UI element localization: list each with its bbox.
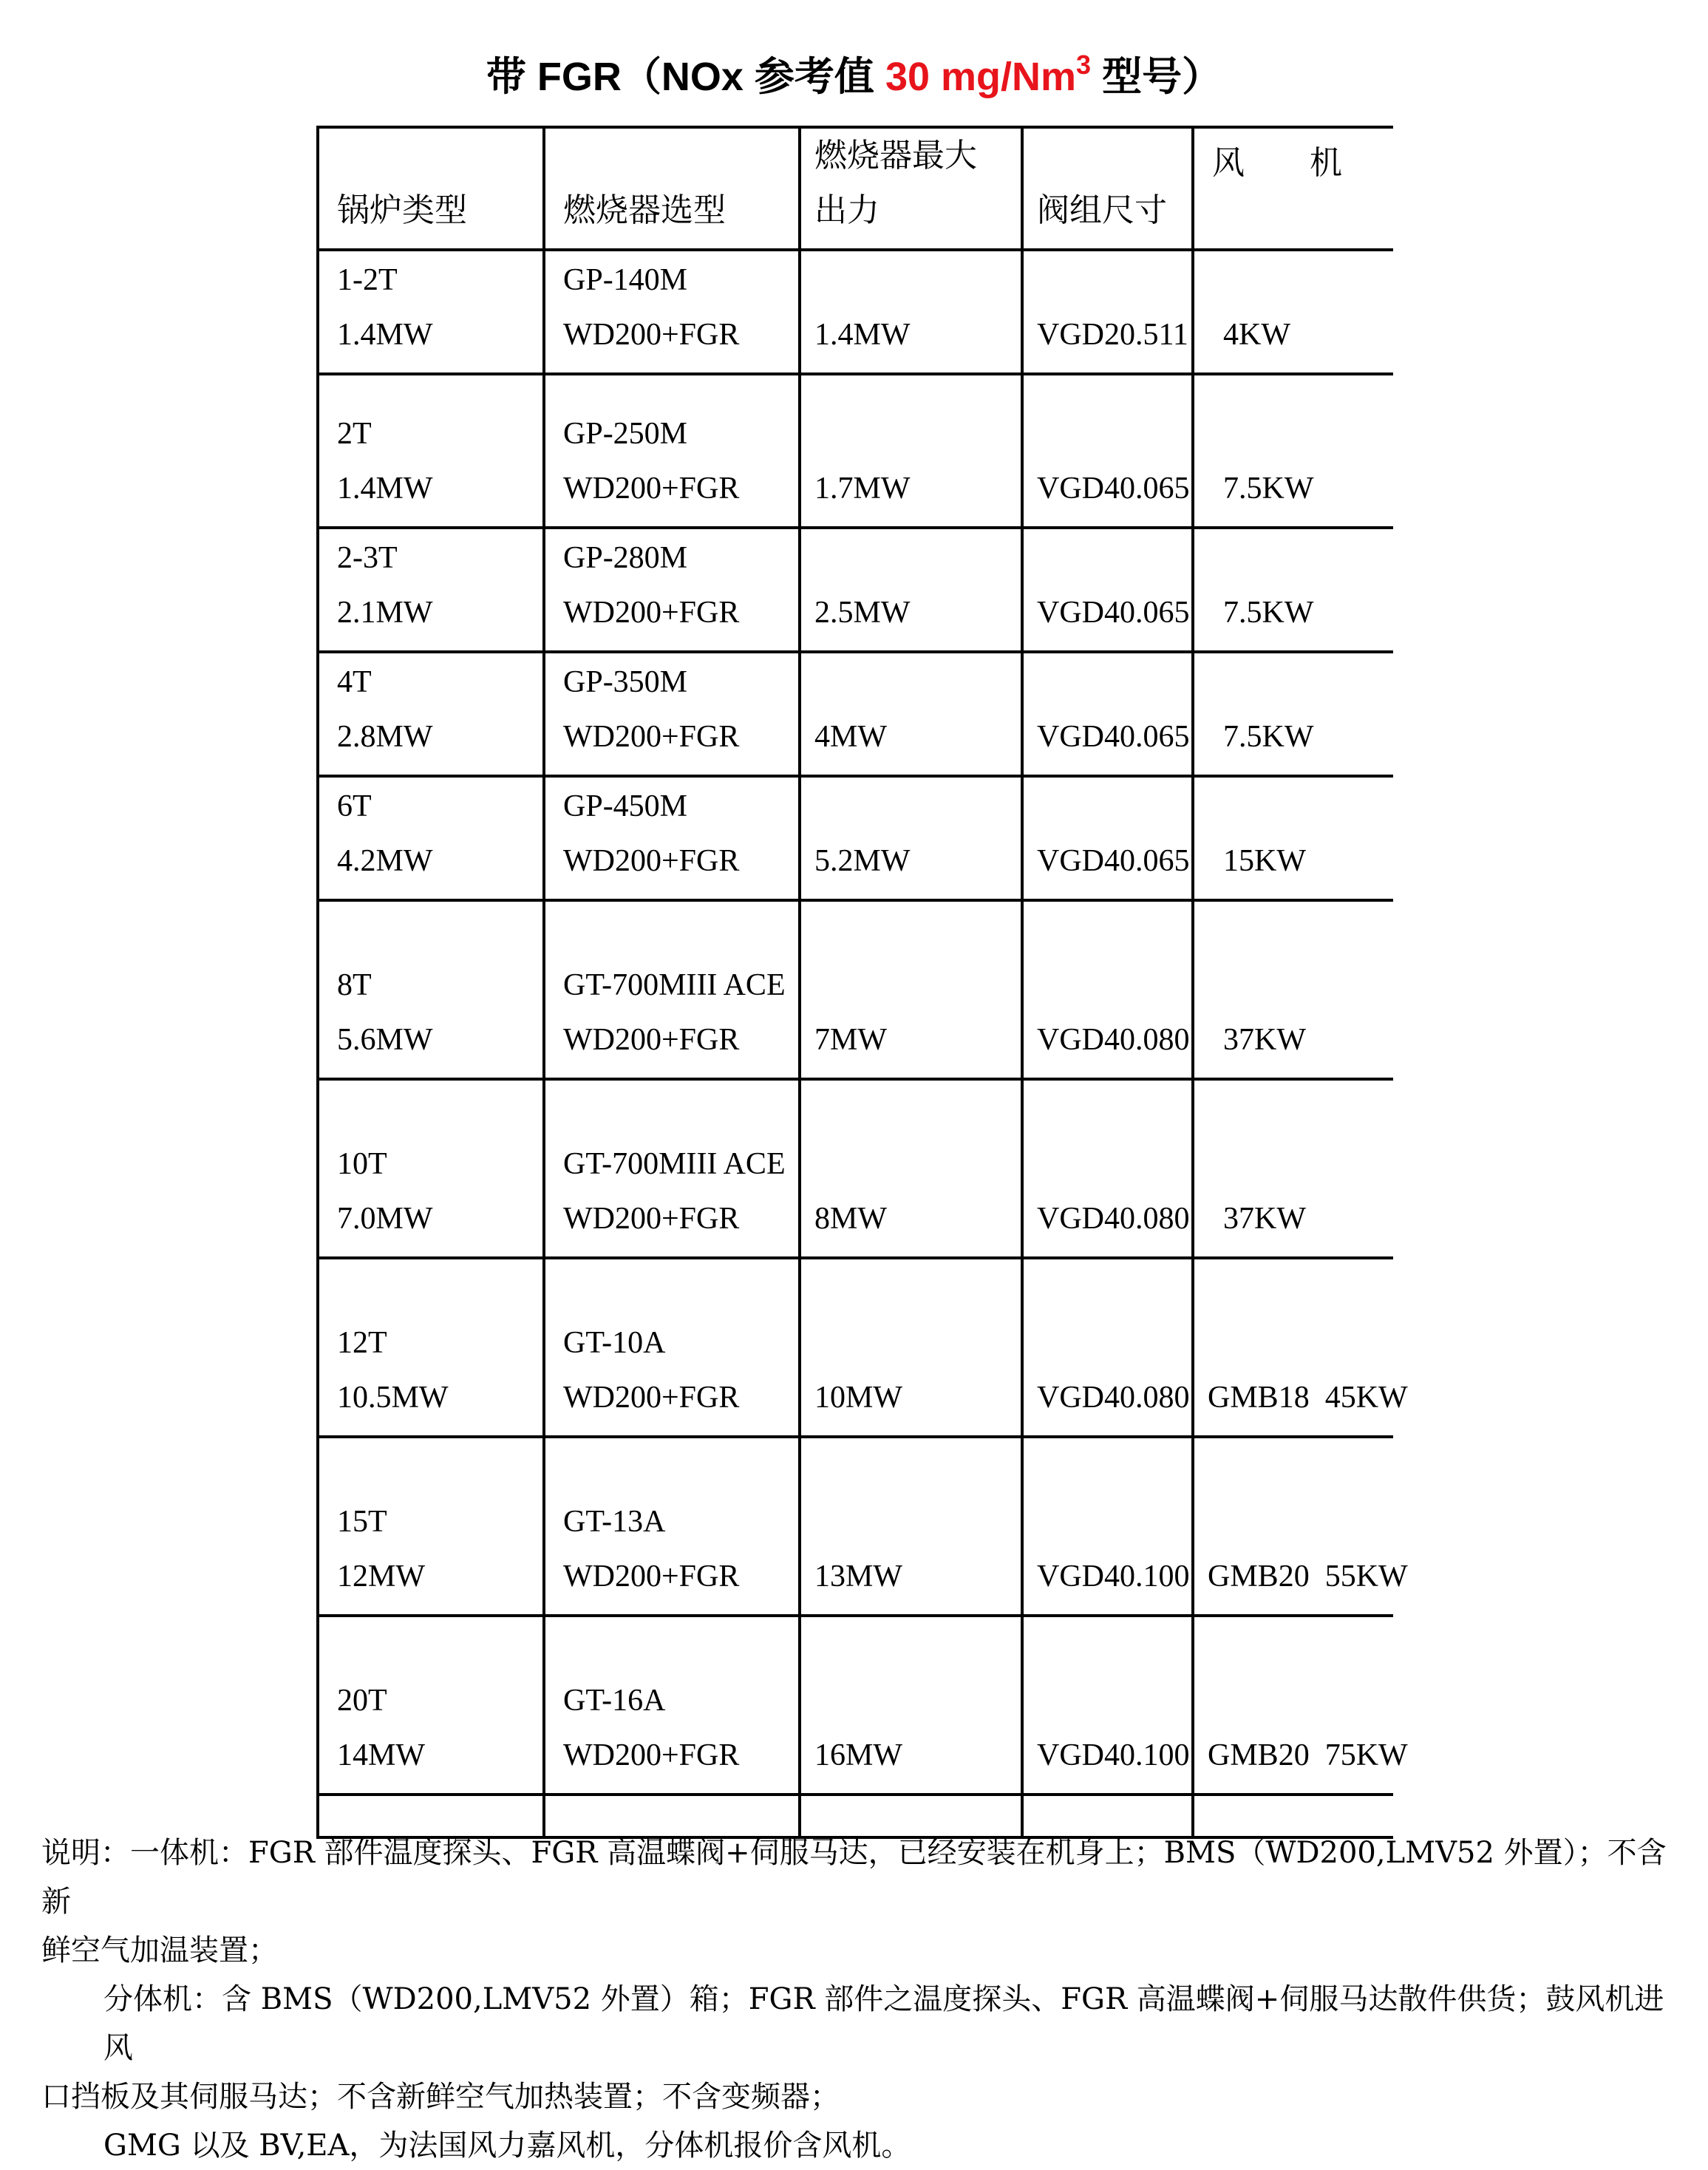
cell-burner-model [544, 528, 800, 652]
valve-size: VGD40.080 [1037, 1023, 1190, 1057]
burner-control: WD200+FGR [563, 596, 740, 630]
cell-burner-model [544, 900, 800, 1079]
boiler-t: 2T [337, 417, 372, 451]
cell-max-output [800, 250, 1022, 374]
fan-power: 45KW [1324, 1381, 1408, 1415]
table-row [318, 528, 1393, 652]
max-output: 1.4MW [814, 318, 911, 352]
boiler-mw: 2.1MW [337, 596, 433, 630]
burner-control: WD200+FGR [563, 318, 740, 352]
cell-max-output [800, 1616, 1022, 1795]
valve-size: VGD40.080 [1037, 1381, 1190, 1415]
cell-valve-size [1022, 250, 1193, 374]
max-output: 10MW [814, 1381, 902, 1415]
max-output: 5.2MW [814, 844, 911, 878]
header-burner-model: 燃烧器选型 [544, 127, 800, 250]
note-line-1: 说明：一体机：FGR 部件温度探头、FGR 高温蝶阀+伺服马达，已经安装在机身上；BMS（WD200,LMV52 外置）；不含新 [41, 1836, 1667, 1919]
max-output: 8MW [814, 1202, 887, 1236]
fan-line [1208, 834, 1393, 888]
burner-control: WD200+FGR [563, 1381, 740, 1415]
title-superscript: 3 [1076, 50, 1092, 80]
fan-power: 55KW [1324, 1560, 1408, 1594]
fan-line [1208, 461, 1393, 516]
cell-burner-model [544, 776, 800, 900]
fan-power: 75KW [1324, 1738, 1408, 1772]
valve-size: VGD40.100 [1037, 1560, 1190, 1594]
burner-model: GT-700MIII ACE [563, 1147, 786, 1181]
title-prefix: 带 FGR（NOx 参考值 [486, 55, 885, 99]
cell-boiler-type [318, 1258, 544, 1437]
burner-control: WD200+FGR [563, 472, 740, 506]
cell-max-output [800, 652, 1022, 776]
boiler-t: 4T [337, 665, 372, 699]
cell-fan [1193, 374, 1393, 528]
fan-power: 7.5KW [1223, 472, 1314, 506]
note-line-5: GMG 以及 BV,EA，为法国风力嘉风机，分体机报价含风机。 [103, 2129, 911, 2163]
header-max-output-line2: 出力 [814, 191, 879, 229]
cell-burner-model [544, 652, 800, 776]
table-row [318, 1079, 1393, 1258]
fan-power: 37KW [1223, 1023, 1306, 1057]
cell-valve-size [1022, 1079, 1193, 1258]
cell-max-output [800, 374, 1022, 528]
valve-size: VGD40.065 [1037, 720, 1190, 754]
fan-model: GMB20 [1208, 1738, 1310, 1772]
cell-burner-model [544, 1616, 800, 1795]
cell-max-output [800, 776, 1022, 900]
burner-model: GP-450M [563, 789, 688, 823]
cell-burner-model [544, 1437, 800, 1616]
boiler-t: 20T [337, 1684, 387, 1718]
boiler-t: 6T [337, 789, 372, 823]
cell-boiler-type [318, 900, 544, 1079]
burner-model: GT-10A [563, 1326, 666, 1360]
cell-boiler-type [318, 374, 544, 528]
burner-control: WD200+FGR [563, 1023, 740, 1057]
table-row [318, 374, 1393, 528]
fan-line [1208, 1370, 1408, 1425]
fan-line [1208, 585, 1393, 640]
cell-fan [1193, 1616, 1408, 1795]
boiler-mw: 2.8MW [337, 720, 433, 754]
boiler-t: 2-3T [337, 541, 398, 575]
fan-line [1208, 1549, 1408, 1604]
cell-burner-model [544, 250, 800, 374]
fan-line [1208, 307, 1393, 362]
cell-valve-size [1022, 900, 1193, 1079]
burner-control: WD200+FGR [563, 1738, 740, 1772]
table-row [318, 1437, 1393, 1616]
boiler-mw: 14MW [337, 1738, 425, 1772]
fan-power: 15KW [1223, 844, 1306, 878]
page-title [0, 35, 1708, 106]
boiler-mw: 1.4MW [337, 472, 433, 506]
boiler-t: 8T [337, 968, 372, 1002]
cell-fan [1193, 1079, 1393, 1258]
cell-max-output [800, 1079, 1022, 1258]
fan-model: GMB18 [1208, 1381, 1310, 1415]
cell-burner-model [544, 1258, 800, 1437]
cell-fan [1193, 528, 1393, 652]
burner-model: GT-700MIII ACE [563, 968, 786, 1002]
fan-power: 4KW [1223, 318, 1290, 352]
header-fan-label: 风 机 [1212, 144, 1342, 182]
cell-valve-size [1022, 652, 1193, 776]
cell-max-output [800, 528, 1022, 652]
fan-line [1208, 1191, 1393, 1246]
cell-fan [1193, 652, 1393, 776]
burner-model: GP-140M [563, 263, 688, 297]
burner-model: GP-280M [563, 541, 688, 575]
cell-boiler-type [318, 250, 544, 374]
boiler-t: 12T [337, 1326, 387, 1360]
valve-size: VGD40.065 [1037, 472, 1190, 506]
note-line-2: 鲜空气加温装置； [41, 1933, 278, 1967]
burner-control: WD200+FGR [563, 844, 740, 878]
cell-valve-size [1022, 374, 1193, 528]
boiler-t: 15T [337, 1505, 387, 1539]
table-row [318, 250, 1393, 374]
max-output: 13MW [814, 1560, 902, 1594]
table-row [318, 1258, 1393, 1437]
burner-model: GT-16A [563, 1684, 666, 1718]
cell-valve-size [1022, 1258, 1193, 1437]
cell-max-output [800, 1258, 1022, 1437]
cell-fan [1193, 776, 1393, 900]
burner-model: GP-250M [563, 417, 688, 451]
burner-control: WD200+FGR [563, 720, 740, 754]
boiler-t: 1-2T [337, 263, 398, 297]
valve-size: VGD20.511 [1037, 318, 1188, 352]
boiler-mw: 10.5MW [337, 1381, 449, 1415]
header-boiler-type: 锅炉类型 [318, 127, 544, 250]
header-max-output [800, 127, 1022, 250]
burner-control: WD200+FGR [563, 1202, 740, 1236]
cell-boiler-type [318, 652, 544, 776]
note-line-3: 分体机：含 BMS（WD200,LMV52 外置）箱；FGR 部件之温度探头、FGR 高温蝶阀+伺服马达散件供货；鼓风机进风 [103, 1982, 1664, 2065]
fan-line [1208, 710, 1393, 764]
cell-fan [1193, 1437, 1408, 1616]
cell-fan [1193, 900, 1393, 1079]
max-output: 16MW [814, 1738, 902, 1772]
cell-valve-size [1022, 1616, 1193, 1795]
max-output: 7MW [814, 1023, 887, 1057]
title-nox-value: 30 mg/Nm [885, 55, 1077, 99]
header-fan [1193, 127, 1393, 250]
title-suffix: 型号） [1091, 55, 1222, 99]
boiler-mw: 4.2MW [337, 844, 433, 878]
cell-boiler-type [318, 1437, 544, 1616]
boiler-t: 10T [337, 1147, 387, 1181]
boiler-mw: 7.0MW [337, 1202, 433, 1236]
burner-spec-table [316, 126, 1408, 1839]
table-header-row [318, 127, 1393, 250]
cell-boiler-type [318, 1079, 544, 1258]
cell-boiler-type [318, 776, 544, 900]
table-row [318, 776, 1393, 900]
cell-fan [1193, 1258, 1408, 1437]
header-valve-size: 阀组尺寸 [1022, 127, 1193, 250]
cell-burner-model [544, 1079, 800, 1258]
table-row [318, 652, 1393, 776]
table-row [318, 1616, 1393, 1795]
note-line-4: 口挡板及其伺服马达；不含新鲜空气加热装置；不含变频器； [41, 2080, 840, 2114]
max-output: 2.5MW [814, 596, 911, 630]
cell-burner-model [544, 374, 800, 528]
notes-section [41, 1829, 1682, 2170]
valve-size: VGD40.100 [1037, 1738, 1190, 1772]
fan-power: 7.5KW [1223, 596, 1314, 630]
fan-power: 37KW [1223, 1202, 1306, 1236]
fan-power: 7.5KW [1223, 720, 1314, 754]
cell-valve-size [1022, 776, 1193, 900]
valve-size: VGD40.080 [1037, 1202, 1190, 1236]
boiler-mw: 5.6MW [337, 1023, 433, 1057]
max-output: 1.7MW [814, 472, 911, 506]
table-row [318, 900, 1393, 1079]
fan-line [1208, 1013, 1393, 1067]
header-max-output-line1: 燃烧器最大 [814, 137, 977, 174]
valve-size: VGD40.065 [1037, 844, 1190, 878]
burner-model: GT-13A [563, 1505, 666, 1539]
cell-max-output [800, 900, 1022, 1079]
cell-max-output [800, 1437, 1022, 1616]
burner-control: WD200+FGR [563, 1560, 740, 1594]
cell-boiler-type [318, 1616, 544, 1795]
fan-line [1208, 1728, 1408, 1783]
cell-valve-size [1022, 1437, 1193, 1616]
boiler-mw: 1.4MW [337, 318, 433, 352]
cell-boiler-type [318, 528, 544, 652]
boiler-mw: 12MW [337, 1560, 425, 1594]
fan-model: GMB20 [1208, 1560, 1310, 1594]
burner-model: GP-350M [563, 665, 688, 699]
cell-fan [1193, 250, 1393, 374]
max-output: 4MW [814, 720, 887, 754]
valve-size: VGD40.065 [1037, 596, 1190, 630]
cell-valve-size [1022, 528, 1193, 652]
